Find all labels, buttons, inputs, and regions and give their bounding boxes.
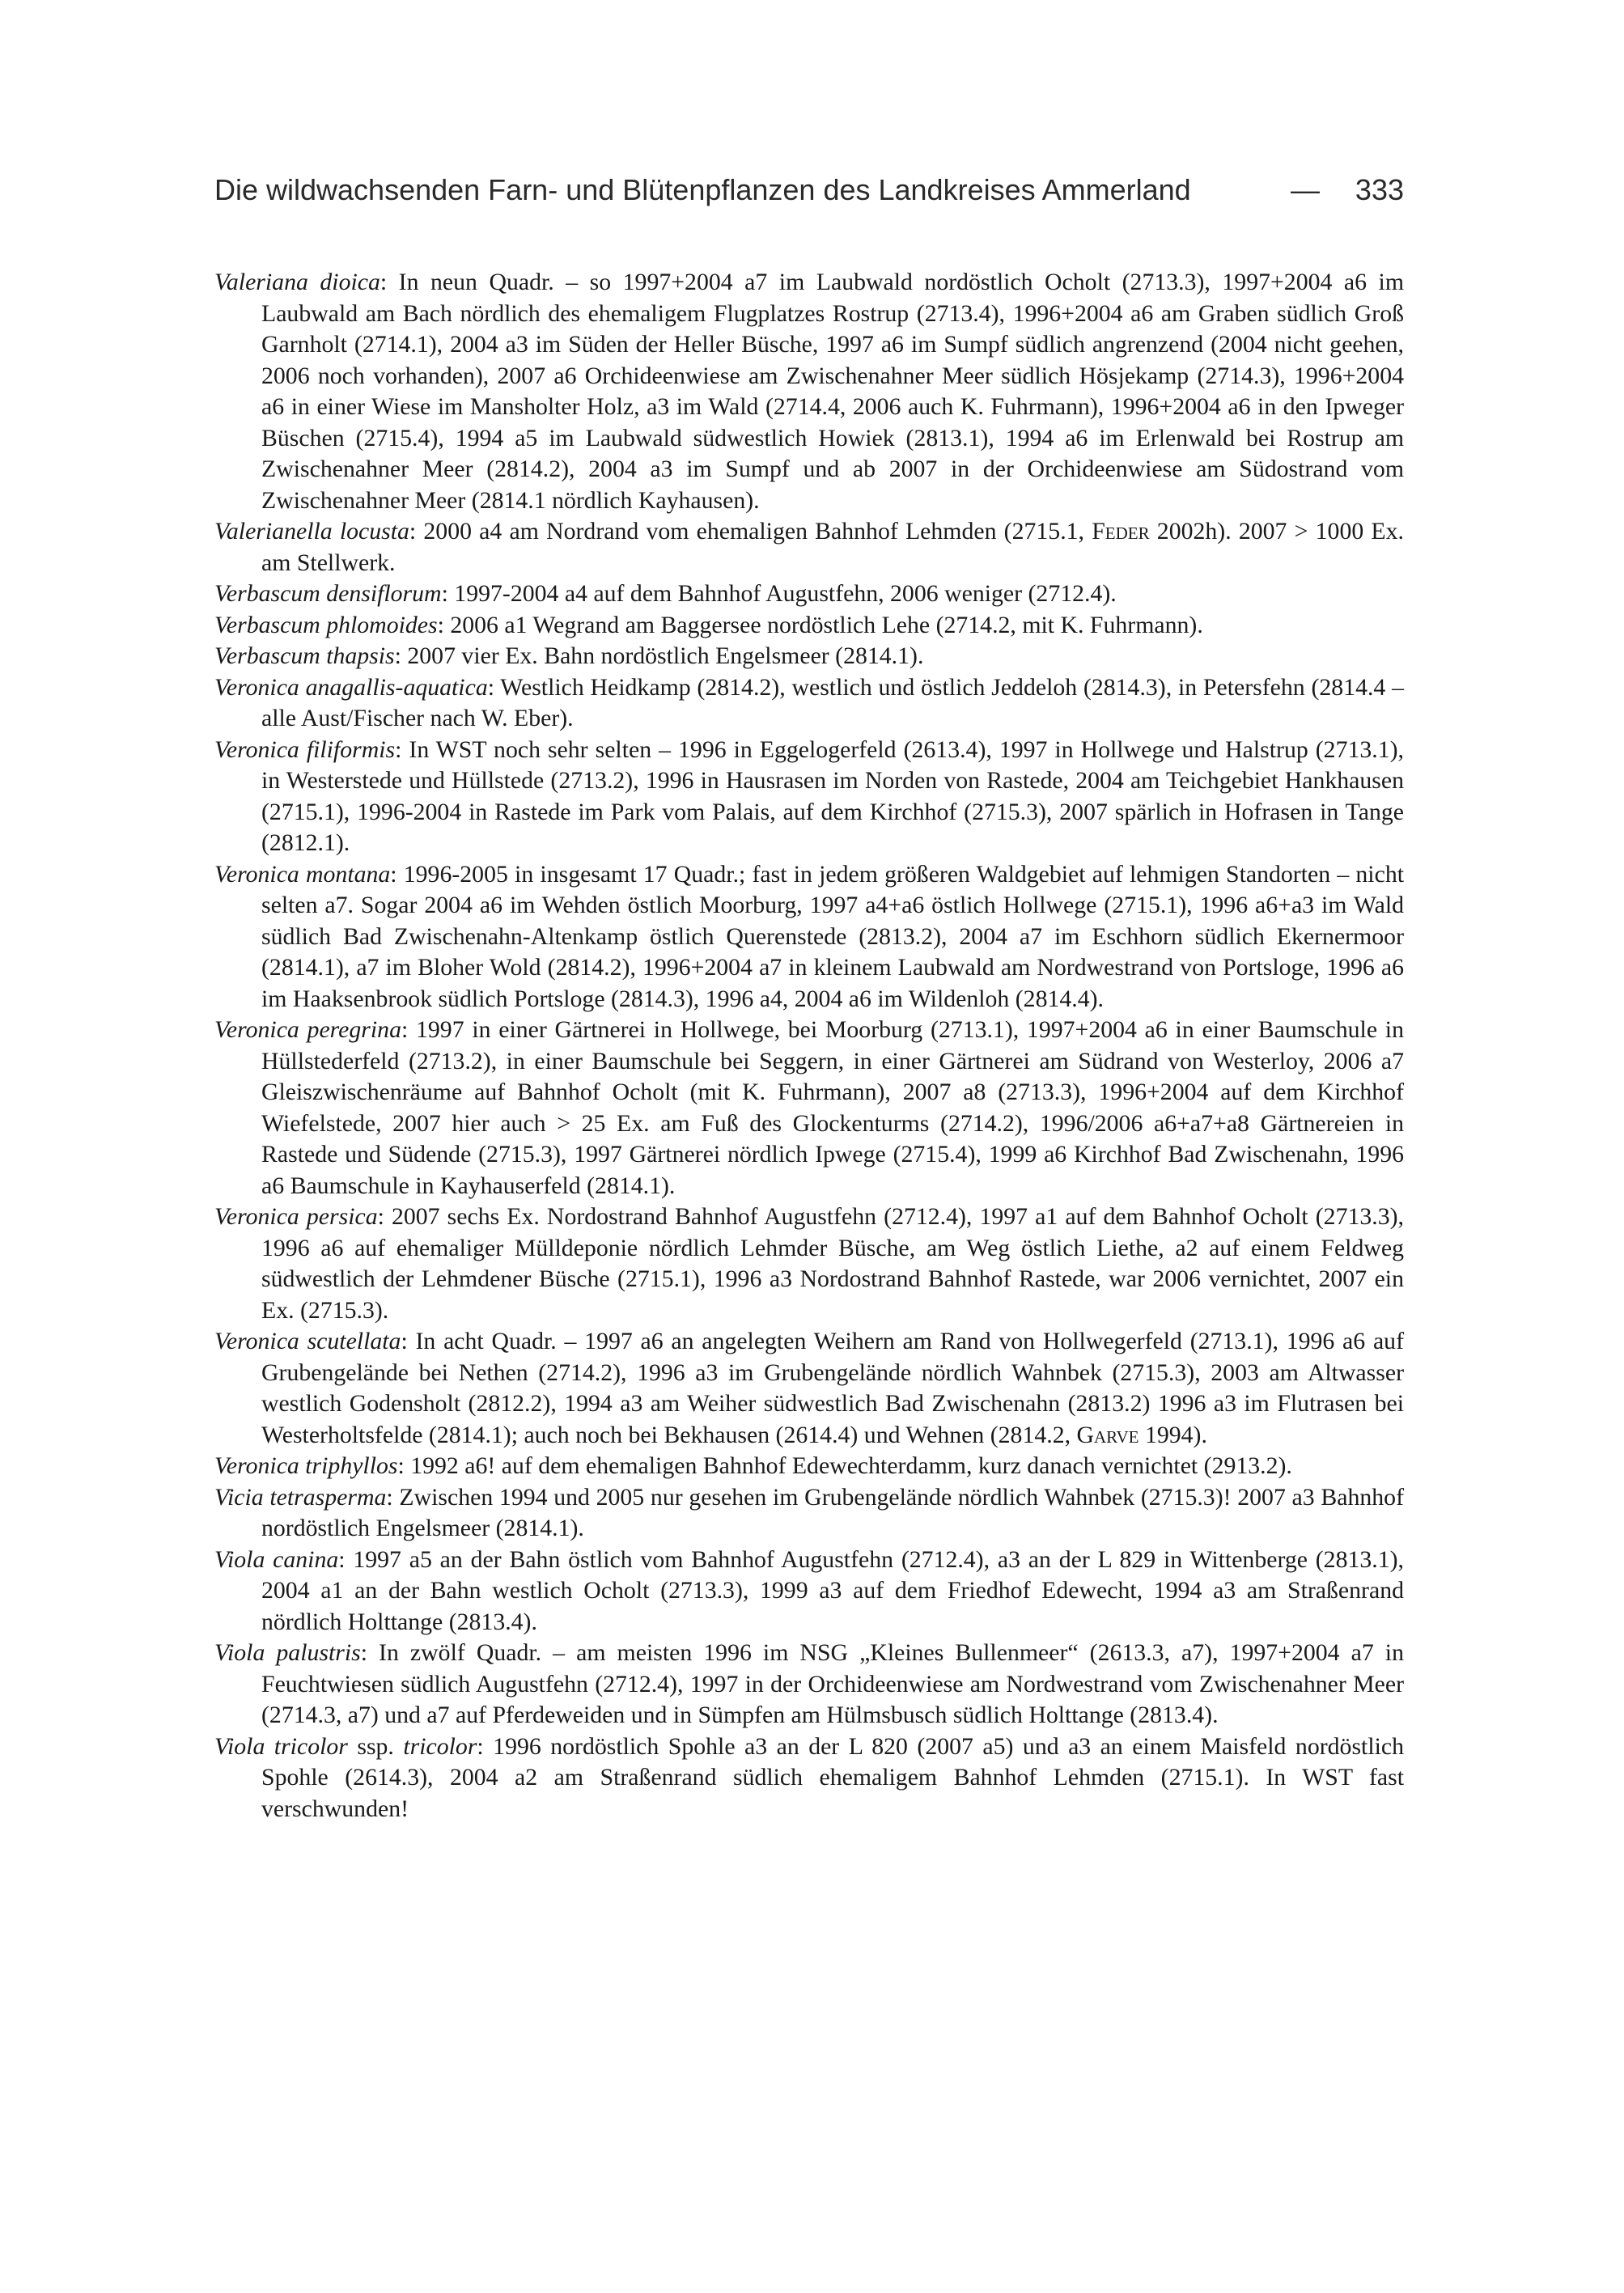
page-number: 333 (1355, 173, 1404, 206)
taxon-name: Viola tricolor (214, 1732, 348, 1760)
entry-text-continued: 1994). (1138, 1421, 1207, 1448)
species-entry-viola-tricolor (214, 1731, 1404, 1825)
entry-text: : 2006 a1 Wegrand am Baggersee nordöstlich Lehe (2714.2, mit K. Fuhrmann). (437, 611, 1203, 638)
taxon-name: Verbascum phlomoides (214, 611, 438, 638)
running-head-dash: — (1291, 173, 1320, 206)
entry-text-continued: 2002h). 2007 > 1000 Ex. am Stellwerk. (261, 518, 1404, 576)
entry-text: : In WST noch sehr selten – 1996 in Eggelogerfeld (2613.4), 1997 in Hollwege und Halstrup (2713.1), in Westerstede und Hüllstede (2713.2), 1996 in Hausrasen im Norden von Rastede, 2004 am Teichgebiet Hankhausen (2715.1), 1996-2004 in Rastede im Park vom Palais, auf dem Kirchhof (2715.3), 2007 spärlich in Hofrasen in Tange (2812.1). (261, 735, 1404, 856)
running-head (214, 166, 1404, 214)
taxon-name: Valeriana dioica (214, 269, 380, 295)
taxon-name: Veronica anagallis-aquatica (214, 673, 488, 701)
taxon-name: Veronica peregrina (214, 1016, 401, 1043)
species-entry-veronica-anagallis-aquatica (214, 672, 1404, 735)
taxon-name: Veronica triphyllos (214, 1452, 398, 1479)
entry-text: : In neun Quadr. – so 1997+2004 a7 im Laubwald nordöstlich Ocholt (2713.3), 1997+2004 a6 im Laubwald am Bach nördlich des ehemaligem Flugplatzes Rostrup (2713.4), 1996+2004 a6 am Graben südlich Groß Garnholt (2714.1), 2004 a3 im Süden der Heller Büsche, 1997 a6 im Sumpf südlich angrenzend (2004 nicht geehen, 2006 noch vorhanden), 2007 a6 Orchideenwiese am Zwischenahner Meer südlich Hösjekamp (2714.3), 1996+2004 a6 in einer Wiese im Mansholter Holz, a3 im Wald (2714.4, 2006 auch K. Fuhrmann), 1996+2004 a6 in den Ipweger Büschen (2715.4), 1994 a5 im Laubwald südwestlich Howiek (2813.1), 1994 a6 im Erlenwald bei Rostrup am Zwischenahner Meer (2814.2), 2004 a3 im Sumpf und ab 2007 in der Orchideenwiese am Südostrand vom Zwischenahner Meer (2814.1 nördlich Kayhausen). (261, 269, 1404, 514)
species-entry-veronica-filiformis (214, 735, 1404, 859)
entry-text: : 1997-2004 a4 auf dem Bahnhof Augustfehn, 2006 weniger (2712.4). (441, 580, 1117, 607)
taxon-name: Veronica persica (214, 1203, 378, 1230)
species-entry-veronica-peregrina (214, 1015, 1404, 1202)
subspecies-name: tricolor (403, 1732, 477, 1760)
entry-text: : Zwischen 1994 und 2005 nur gesehen im Grubengelände nördlich Wahnbek (2715.3)! 2007 a3 Bahnhof nordöstlich Engelsmeer (2814.1). (261, 1483, 1404, 1541)
species-entry-veronica-montana (214, 859, 1404, 1015)
taxon-name: Viola palustris (214, 1639, 361, 1666)
species-entry-viola-canina (214, 1545, 1404, 1638)
taxon-name: Veronica filiformis (214, 735, 396, 763)
taxon-name: Viola canina (214, 1545, 339, 1573)
entry-text: : 1997 a5 an der Bahn östlich vom Bahnhof Augustfehn (2712.4), a3 an der L 829 in Wittenberge (2813.1), 2004 a1 an der Bahn westlich Ocholt (2713.3), 1999 a3 auf dem Friedhof Edewecht, 1994 a3 am Straßenrand nördlich Holttange (2813.4). (261, 1545, 1405, 1635)
entry-text: : In zwölf Quadr. – am meisten 1996 im NSG „Kleines Bullenmeer“ (2613.3, a7), 1997+2004 a7 in Feuchtwiesen südlich Augustfehn (2712.4), 1997 in der Orchideenwiese am Nordwestrand vom Zwischenahner Meer (2714.3, a7) und a7 auf Pferdeweiden und in Sümpfen am Hülmsbusch südlich Holttange (2813.4). (261, 1639, 1404, 1728)
species-entry-viola-palustris (214, 1638, 1404, 1731)
subspecies-marker: ssp. (347, 1732, 404, 1760)
entry-text: : 2007 vier Ex. Bahn nordöstlich Engelsmeer (2814.1). (394, 642, 924, 669)
taxon-name: Verbascum thapsis (214, 642, 395, 669)
species-entry-verbascum-densiflorum (214, 579, 1404, 610)
taxon-name: Veronica montana (214, 860, 391, 888)
entry-text: : 2007 sechs Ex. Nordostrand Bahnhof Augustfehn (2712.4), 1997 a1 auf dem Bahnhof Ocholt (2713.3), 1996 a6 auf ehemaliger Mülldeponie nördlich Lehmder Büsche, am Weg östlich Liethe, a2 auf einem Feldweg südwestlich der Lehmdener Büsche (2715.1), 1996 a3 Nordostrand Bahnhof Rastede, war 2006 vernichtet, 2007 ein Ex. (2715.3). (261, 1203, 1404, 1324)
author-citation: Garve (1076, 1421, 1139, 1448)
species-entry-valerianella-locusta (214, 516, 1404, 579)
entry-text: : 2000 a4 am Nordrand vom ehemaligen Bahnhof Lehmden (2715.1, (409, 518, 1092, 545)
taxon-name: Vicia tetrasperma (214, 1483, 387, 1511)
species-entry-vicia-tetrasperma (214, 1482, 1404, 1545)
entry-text: : 1996 nordöstlich Spohle a3 an der L 820 (2007 a5) und a3 an einem Maisfeld nordöstlich Spohle (2614.3), 2004 a2 am Straßenrand südlich ehemaligem Bahnhof Lehmden (2715.1). In WST fast verschwunden! (261, 1732, 1404, 1822)
entry-text: : 1996-2005 in insgesamt 17 Quadr.; fast in jedem größeren Waldgebiet auf lehmigen Standorten – nicht selten a7. Sogar 2004 a6 im Wehden östlich Moorburg, 1997 a4+a6 östlich Hollwege (2715.1), 1996 a6+a3 im Wald südlich Bad Zwischenahn-Altenkamp östlich Querenstede (2813.2), 2004 a7 im Eschhorn südlich Ekernermoor (2814.1), a7 im Bloher Wold (2814.2), 1996+2004 a7 in kleinem Laubwald am Nordwestrand von Portsloge, 1996 a6 im Haaksenbrook südlich Portsloge (2814.3), 1996 a4, 2004 a6 im Wildenloh (2814.4). (261, 860, 1404, 1012)
species-entries (214, 267, 1404, 2176)
species-entry-verbascum-phlomoides (214, 610, 1404, 642)
species-entry-veronica-triphyllos (214, 1451, 1404, 1482)
taxon-name: Veronica scutellata (214, 1328, 401, 1354)
taxon-name: Verbascum densiflorum (214, 580, 442, 607)
entry-text: : 1992 a6! auf dem ehemaligen Bahnhof Edewechterdamm, kurz danach vernichtet (2913.2). (397, 1452, 1292, 1479)
species-entry-verbascum-thapsis (214, 641, 1404, 672)
entry-text: : Westlich Heidkamp (2814.2), westlich und östlich Jeddeloh (2814.3), in Petersfehn (2814.4 – alle Aust/Fischer nach W. Eber). (261, 673, 1404, 731)
author-citation: Feder (1092, 518, 1150, 545)
entry-text: : 1997 in einer Gärtnerei in Hollwege, bei Moorburg (2713.1), 1997+2004 a6 in einer Baumschule in Hüllstederfeld (2713.2), in einer Baumschule bei Seggern, in einer Gärtnerei am Südrand von Westerloy, 2006 a7 Gleiszwischenräume auf Bahnhof Ocholt (mit K. Fuhrmann), 2007 a8 (2713.3), 1996+2004 auf dem Kirchhof Wiefelstede, 2007 hier auch > 25 Ex. am Fuß des Glockenturms (2714.2), 1996/2006 a6+a7+a8 Gärtnereien in Rastede und Südende (2715.3), 1997 Gärtnerei nördlich Ipwege (2715.4), 1999 a6 Kirchhof Bad Zwischenahn, 1996 a6 Baumschule in Kayhauserfeld (2814.1). (261, 1016, 1404, 1199)
species-entry-valeriana-dioica (214, 267, 1404, 516)
entry-text: : In acht Quadr. – 1997 a6 an angelegten Weihern am Rand von Hollwegerfeld (2713.1), 1996 a6 auf Grubengelände bei Nethen (2714.2), 1996 a3 im Grubengelände nördlich Wahnbek (2715.3), 2003 am Altwasser westlich Godensholt (2812.2), 1994 a3 am Weiher südwestlich Bad Zwischenahn (2813.2) 1996 a3 im Flutrasen bei Westerholtsfelde (2814.1); auch noch bei Bekhausen (2614.4) und Wehnen (2814.2, (261, 1328, 1404, 1448)
species-entry-veronica-persica (214, 1202, 1404, 1326)
running-head-title: Die wildwachsenden Farn- und Blütenpflanzen des Landkreises Ammerland (214, 173, 1191, 206)
taxon-name: Valerianella locusta (214, 518, 409, 545)
species-entry-veronica-scutellata (214, 1326, 1404, 1451)
